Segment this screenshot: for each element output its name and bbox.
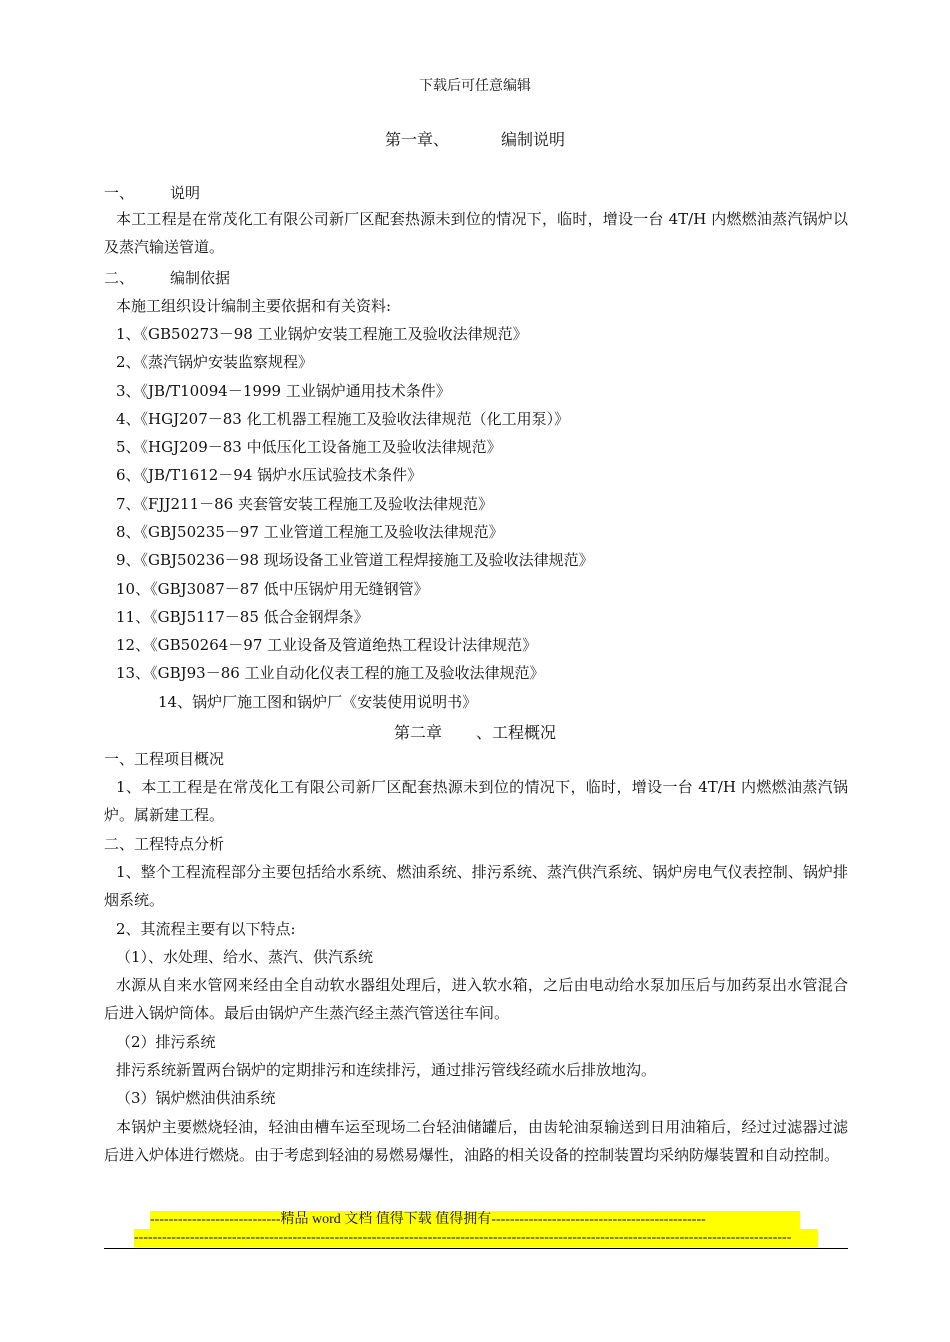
subsection-3-body: 本锅炉主要燃烧轻油，轻油由槽车运至现场二台轻油储罐后，由齿轮油泵输送到日用油箱后，经过过滤器过滤后进入炉体进行燃烧。由于考虑到轻油的易燃易爆性，油路的相关设备的控制装置均采纳防爆装置和自动控制。 xyxy=(104,1118,848,1164)
footer-banner-line-1: ----------------------------精品 word 文档 值得下载 值得拥有---------------------------------------------- xyxy=(150,1211,800,1229)
section-1-body: 本工工程是在常茂化工有限公司新厂区配套热源未到位的情况下，临时，增设一台 4T/H 内燃燃油蒸汽锅炉以及蒸汽输送管道。 xyxy=(104,210,848,256)
reference-item: 5、《HGJ209－83 中低压化工设备施工及验收法律规范》 xyxy=(116,438,502,456)
subsection-2-body: 排污系统新置两台锅炉的定期排污和连续排污，通过排污管线经疏水后排放地沟。 xyxy=(116,1061,657,1079)
reference-item: 13、《GBJ93－86 工业自动化仪表工程的施工及验收法律规范》 xyxy=(116,664,545,682)
reference-item: 3、《JB/T10094－1999 工业锅炉通用技术条件》 xyxy=(116,382,451,400)
chapter-2-number: 第二章 xyxy=(393,723,442,742)
section-2-heading xyxy=(104,268,230,288)
section-2-intro: 本施工组织设计编制主要依据和有关资料: xyxy=(116,297,392,315)
features-paragraph-1: 1、整个工程流程部分主要包括给水系统、燃油系统、排污系统、蒸汽供汽系统、锅炉房电气仪表控制、锅炉排烟系统。 xyxy=(104,863,848,909)
chapter-2-title: 、工程概况 xyxy=(476,723,557,742)
footer-divider xyxy=(104,1248,848,1249)
reference-item: 6、《JB/T1612－94 锅炉水压试验技术条件》 xyxy=(116,466,423,484)
section-2-title: 编制依据 xyxy=(170,269,231,287)
reference-item: 11、《GBJ5117－85 低合金钢焊条》 xyxy=(116,608,369,626)
reference-item: 10、《GBJ3087－87 低中压锅炉用无缝钢管》 xyxy=(116,580,429,598)
reference-item: 14、锅炉厂施工图和锅炉厂《安装使用说明书》 xyxy=(158,693,478,711)
reference-item: 7、《FJJ211－86 夹套管安装工程施工及验收法律规范》 xyxy=(116,495,493,513)
chapter-1-title: 编制说明 xyxy=(501,130,566,149)
reference-item: 9、《GBJ50236－98 现场设备工业管道工程焊接施工及验收法律规范》 xyxy=(116,551,594,569)
reference-item: 1、《GB50273－98 工业锅炉安装工程施工及验收法律规范》 xyxy=(116,325,528,343)
footer-banner-line-2: --------------------------------------------------------------------------------------------------------------------------------------------- xyxy=(134,1229,818,1247)
subsection-1-body: 水源从自来水管网来经由全自动软水器组处理后，进入软水箱，之后由电动给水泵加压后与加药泵出水管混合后进入锅炉筒体。最后由锅炉产生蒸汽经主蒸汽管送往车间。 xyxy=(104,976,848,1022)
chapter-1-number: 第一章、 xyxy=(384,130,449,149)
reference-item: 12、《GB50264－97 工业设备及管道绝热工程设计法律规范》 xyxy=(116,636,538,654)
features-paragraph-2: 2、其流程主要有以下特点: xyxy=(116,920,296,938)
reference-item: 8、《GBJ50235－97 工业管道工程施工及验收法律规范》 xyxy=(116,523,504,541)
subsection-2-title: （2）排污系统 xyxy=(116,1033,216,1051)
reference-item: 2、《蒸汽锅炉安装监察规程》 xyxy=(116,353,314,371)
chapter-2-section-1-title: 一、工程项目概况 xyxy=(104,750,225,768)
section-1-heading xyxy=(104,183,200,203)
chapter-1-heading xyxy=(0,127,950,150)
subsection-3-title: （3）锅炉燃油供油系统 xyxy=(116,1089,276,1107)
chapter-2-section-2-title: 二、工程特点分析 xyxy=(104,835,225,853)
section-1-number: 一、 xyxy=(104,184,135,202)
chapter-2-heading xyxy=(0,720,950,743)
chapter-2-section-1-body: 1、本工工程是在常茂化工有限公司新厂区配套热源未到位的情况下，临时，增设一台 4T/H 内燃燃油蒸汽锅炉。属新建工程。 xyxy=(104,778,848,824)
page-header: 下载后可任意编辑 xyxy=(419,78,531,94)
reference-item: 4、《HGJ207－83 化工机器工程施工及验收法律规范（化工用泵）》 xyxy=(116,410,570,428)
section-2-number: 二、 xyxy=(104,269,135,287)
section-1-title: 说明 xyxy=(170,184,201,202)
subsection-1-title: （1）、水处理、给水、蒸汽、供汽系统 xyxy=(116,948,374,966)
